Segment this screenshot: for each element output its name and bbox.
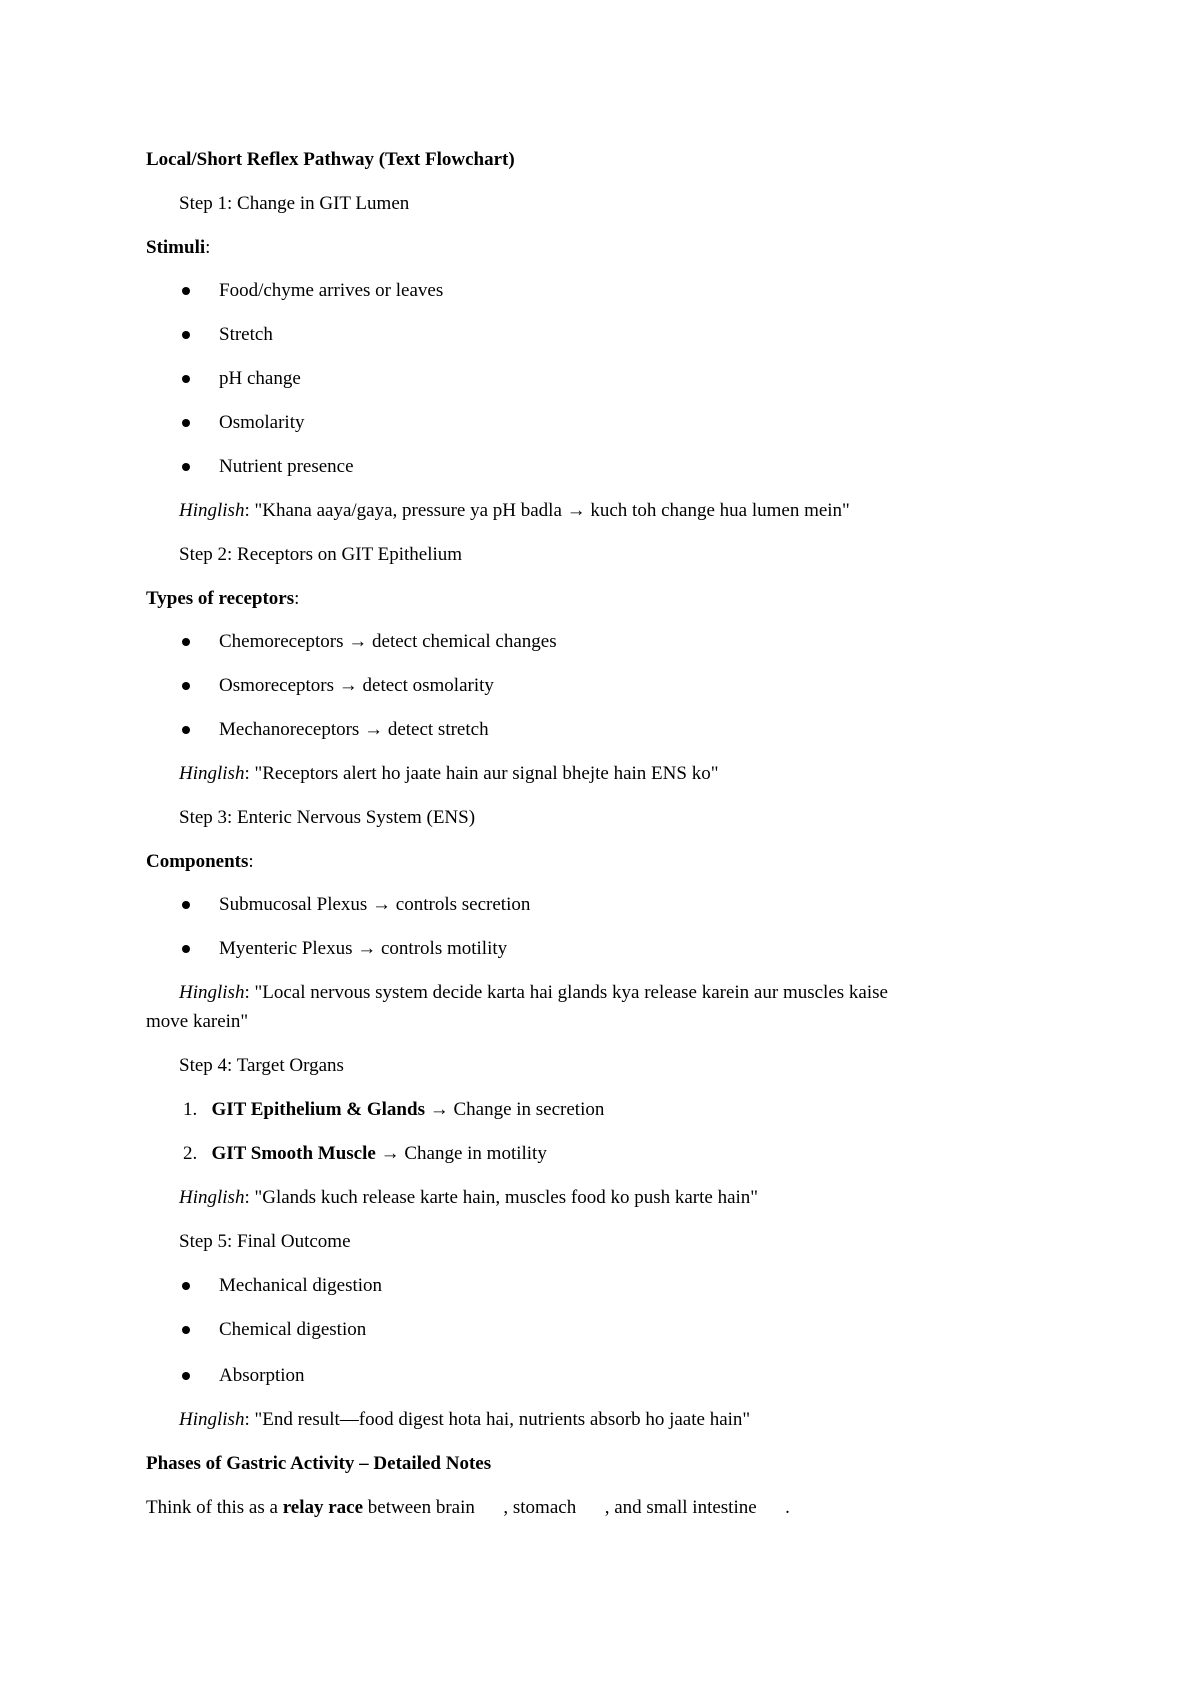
step1-heading: Step 1: Change in GIT Lumen [179, 193, 410, 214]
phases-title: Phases of Gastric Activity – Detailed Notes [146, 1453, 492, 1474]
bullet-icon [182, 1282, 190, 1290]
hinglish-note: Hinglish: "Khana aaya/gaya, pressure ya pH badla → kuch toh change hua lumen mein" [179, 500, 850, 521]
bullet-icon [182, 901, 190, 909]
bullet-icon [182, 945, 190, 953]
list-item: Osmolarity [219, 412, 305, 433]
list-item: Myenteric Plexus → controls motility [219, 938, 508, 959]
step5-heading: Step 5: Final Outcome [179, 1231, 351, 1252]
phases-intro: Think of this as a relay race between brain , stomach , and small intestine . [146, 1497, 790, 1518]
list-item: Submucosal Plexus → controls secretion [219, 894, 531, 915]
bullet-icon [182, 287, 190, 295]
receptors-label: Types of receptors: [146, 588, 300, 609]
bullet-icon [182, 1372, 190, 1380]
step3-heading: Step 3: Enteric Nervous System (ENS) [179, 807, 476, 828]
list-item: Mechanoreceptors → detect stretch [219, 719, 489, 740]
list-item: Nutrient presence [219, 456, 354, 477]
hinglish-note: Hinglish: "End result—food digest hota hai, nutrients absorb ho jaate hain" [179, 1409, 751, 1430]
list-item: Osmoreceptors → detect osmolarity [219, 675, 494, 696]
bullet-icon [182, 463, 190, 471]
list-item: Chemical digestion [219, 1319, 367, 1340]
list-item: Absorption [219, 1365, 305, 1386]
bullet-icon [182, 331, 190, 339]
bullet-icon [182, 726, 190, 734]
hinglish-note: Hinglish: "Glands kuch release karte hain, muscles food ko push karte hain" [179, 1187, 759, 1208]
list-item: Chemoreceptors → detect chemical changes [219, 631, 557, 652]
bullet-icon [182, 375, 190, 383]
list-item: Food/chyme arrives or leaves [219, 280, 444, 301]
list-item: Mechanical digestion [219, 1275, 383, 1296]
components-label: Components: [146, 851, 254, 872]
hinglish-note: Hinglish: "Receptors alert ho jaate hain aur signal bhejte hain ENS ko" [179, 763, 719, 784]
list-item: pH change [219, 368, 301, 389]
bullet-icon [182, 682, 190, 690]
step2-heading: Step 2: Receptors on GIT Epithelium [179, 544, 463, 565]
step4-heading: Step 4: Target Organs [179, 1055, 344, 1076]
numbered-item-2: 2. GIT Smooth Muscle → Change in motility [183, 1143, 547, 1164]
list-item: Stretch [219, 324, 273, 345]
section-title: Local/Short Reflex Pathway (Text Flowchart) [146, 149, 515, 170]
numbered-item-1: 1. GIT Epithelium & Glands → Change in secretion [183, 1099, 605, 1120]
bullet-icon [182, 419, 190, 427]
hinglish-note: Hinglish: "Local nervous system decide karta hai glands kya release karein aur muscles kaise [179, 982, 888, 1003]
bullet-icon [182, 638, 190, 646]
bullet-icon [182, 1326, 190, 1334]
hinglish-note-continued: move karein" [146, 1011, 249, 1032]
stimuli-label: Stimuli: [146, 237, 211, 258]
